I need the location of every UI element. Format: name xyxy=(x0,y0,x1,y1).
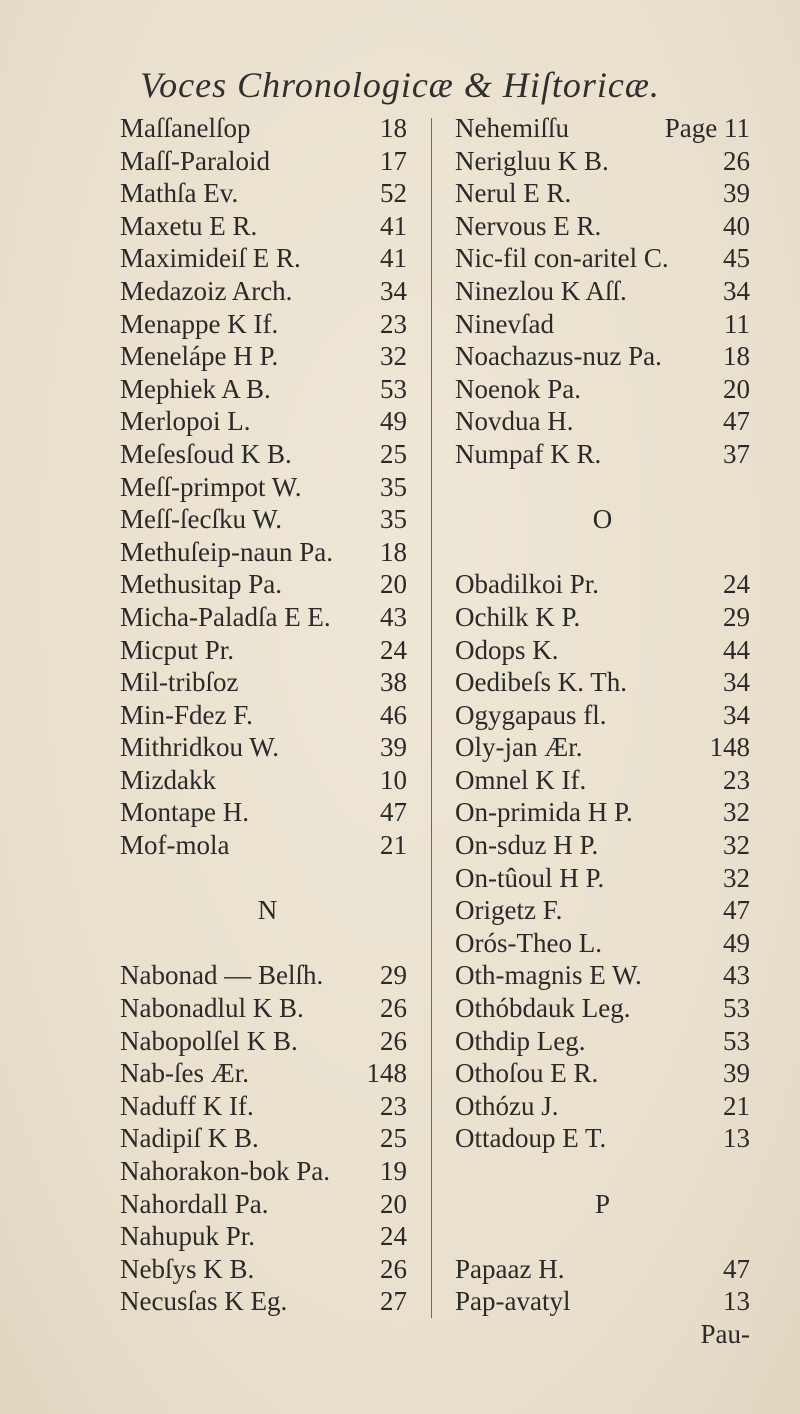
entry-term: Mathſa Ev. xyxy=(120,178,239,209)
index-entry xyxy=(455,340,750,373)
index-entry xyxy=(120,1155,415,1188)
entry-page-number: 24 xyxy=(380,634,407,665)
entry-page-number: 53 xyxy=(723,1025,750,1056)
entry-term: Menappe K If. xyxy=(120,308,279,339)
entry-term: Nic-fil con-aritel C. xyxy=(455,243,669,274)
index-entry xyxy=(455,862,750,895)
entry-term: Novdua H. xyxy=(455,406,574,437)
index-entry xyxy=(120,308,415,341)
entry-page-number: 23 xyxy=(380,1090,407,1121)
entry-page-number: 21 xyxy=(723,1090,750,1121)
right-index-column xyxy=(455,112,750,1351)
blank-line xyxy=(455,1155,750,1188)
entry-page-number: 27 xyxy=(380,1286,407,1317)
entry-term: Nabopolſel K B. xyxy=(120,1025,298,1056)
index-entry xyxy=(455,829,750,862)
entry-term: Ninevſad xyxy=(455,308,554,339)
entry-page-number: 20 xyxy=(380,1188,407,1219)
blank-line xyxy=(120,862,415,895)
index-entry xyxy=(455,177,750,210)
index-entry xyxy=(120,959,415,992)
entry-page-number: 32 xyxy=(380,341,407,372)
entry-term: Min-Fdez F. xyxy=(120,699,253,730)
entry-page-number: 39 xyxy=(380,732,407,763)
index-entry xyxy=(455,959,750,992)
entry-page-number: 21 xyxy=(380,830,407,861)
index-entry xyxy=(120,1025,415,1058)
index-entry xyxy=(120,1122,415,1155)
entry-term: Micha-Paladſa E E. xyxy=(120,601,331,632)
entry-page-number: 23 xyxy=(380,308,407,339)
index-entry xyxy=(120,731,415,764)
index-entry xyxy=(120,1090,415,1123)
index-entry xyxy=(120,210,415,243)
entry-term: Pap-avatyl xyxy=(455,1286,571,1317)
index-entry xyxy=(120,503,415,536)
entry-page-number: 39 xyxy=(723,178,750,209)
index-entry xyxy=(120,1220,415,1253)
entry-term: Maſſ-Paraloid xyxy=(120,145,270,176)
entry-term: Mof-mola xyxy=(120,830,230,861)
entry-page-number: 26 xyxy=(380,1025,407,1056)
entry-page-number: 20 xyxy=(380,569,407,600)
section-letter-text: N xyxy=(257,895,278,926)
index-entry xyxy=(120,1057,415,1090)
entry-page-number: 44 xyxy=(723,634,750,665)
index-entry xyxy=(455,634,750,667)
entry-page-number: 35 xyxy=(380,504,407,535)
entry-term: Mephiek A B. xyxy=(120,373,271,404)
index-entry xyxy=(120,1285,415,1318)
blank-line xyxy=(455,536,750,569)
entry-page-number: 32 xyxy=(723,830,750,861)
entry-page-number: 29 xyxy=(723,601,750,632)
index-entry xyxy=(120,601,415,634)
entry-term: Othózu J. xyxy=(455,1090,559,1121)
index-entry xyxy=(455,373,750,406)
section-letter xyxy=(120,894,415,927)
entry-term: Nerigluu K B. xyxy=(455,145,609,176)
entry-term: Nehemiſſu xyxy=(455,113,569,143)
index-entry xyxy=(455,796,750,829)
index-entry xyxy=(455,1090,750,1123)
entry-term: Nebſys K B. xyxy=(120,1253,255,1284)
index-entry xyxy=(120,471,415,504)
entry-term: Nahordall Pa. xyxy=(120,1188,269,1219)
entry-term: Mithridkou W. xyxy=(120,732,280,763)
entry-term: Oth-magnis E W. xyxy=(455,960,642,991)
entry-page-number: 24 xyxy=(723,569,750,600)
entry-term: Menelápe H P. xyxy=(120,341,279,372)
entry-page-number: Page 11 xyxy=(664,113,750,143)
entry-term: Meſſ-ſecſku W. xyxy=(120,504,282,535)
entry-page-number: 11 xyxy=(724,308,750,339)
entry-page-number: 32 xyxy=(723,862,750,893)
entry-term: Nahorakon-bok Pa. xyxy=(120,1156,330,1186)
entry-term: Othóbdauk Leg. xyxy=(455,993,631,1024)
entry-term: On-tûoul H P. xyxy=(455,862,605,893)
blank-line xyxy=(455,471,750,504)
entry-term: Ogygapaus fl. xyxy=(455,699,607,730)
entry-page-number: 41 xyxy=(380,243,407,274)
entry-term: Nerul E R. xyxy=(455,178,572,209)
entry-page-number: 47 xyxy=(723,895,750,926)
entry-page-number: 24 xyxy=(380,1221,407,1252)
entry-page-number: 41 xyxy=(380,210,407,241)
entry-term: Orós-Theo L. xyxy=(455,927,602,958)
index-entry xyxy=(455,568,750,601)
index-entry xyxy=(455,1057,750,1090)
index-entry xyxy=(455,438,750,471)
entry-page-number: 47 xyxy=(723,406,750,437)
entry-page-number: 43 xyxy=(380,601,407,632)
entry-term: Maximideiſ E R. xyxy=(120,243,301,274)
entry-term: Maxetu E R. xyxy=(120,210,258,241)
entry-term: Necusſas K Eg. xyxy=(120,1286,288,1317)
entry-term: Mil-tribſoz xyxy=(120,667,239,698)
entry-page-number: 23 xyxy=(723,764,750,795)
entry-term: Methusitap Pa. xyxy=(120,569,282,600)
index-entry xyxy=(455,242,750,275)
index-entry xyxy=(120,666,415,699)
entry-page-number: 34 xyxy=(723,667,750,698)
entry-page-number: 53 xyxy=(723,993,750,1024)
index-entry xyxy=(455,308,750,341)
entry-term: Nabonadlul K B. xyxy=(120,993,304,1024)
entry-page-number: 40 xyxy=(723,210,750,241)
entry-page-number: 45 xyxy=(723,243,750,274)
entry-term: Omnel K If. xyxy=(455,764,587,795)
entry-term: Ottadoup E T. xyxy=(455,1123,607,1154)
entry-page-number: 47 xyxy=(380,797,407,828)
catchword-text: Pau- xyxy=(700,1318,750,1349)
index-entry xyxy=(120,829,415,862)
section-letter-text: O xyxy=(592,504,613,535)
entry-term: Nabonad — Belſh. xyxy=(120,960,324,991)
index-entry xyxy=(120,634,415,667)
entry-page-number: 39 xyxy=(723,1058,750,1089)
entry-term: Odops K. xyxy=(455,634,559,665)
index-entry xyxy=(455,927,750,960)
entry-page-number: 10 xyxy=(380,764,407,795)
index-entry xyxy=(455,894,750,927)
index-entry xyxy=(455,1122,750,1155)
entry-term: Meſesſoud K B. xyxy=(120,438,292,469)
entry-page-number: 25 xyxy=(380,438,407,469)
entry-term: Noenok Pa. xyxy=(455,373,581,404)
index-entry xyxy=(120,764,415,797)
section-letter-text: P xyxy=(594,1188,611,1219)
entry-term: Methuſeip-naun Pa. xyxy=(120,536,333,567)
index-entry xyxy=(455,112,750,145)
entry-page-number: 34 xyxy=(723,275,750,306)
index-entry xyxy=(120,405,415,438)
entry-page-number: 13 xyxy=(723,1123,750,1154)
index-entry xyxy=(120,1253,415,1286)
entry-page-number: 52 xyxy=(380,178,407,209)
entry-page-number: 37 xyxy=(723,438,750,469)
index-entry xyxy=(455,699,750,732)
entry-term: Ochilk K P. xyxy=(455,601,581,632)
index-entry xyxy=(120,536,415,569)
entry-term: Merlopoi L. xyxy=(120,406,251,437)
entry-page-number: 34 xyxy=(723,699,750,730)
index-entry xyxy=(120,340,415,373)
column-divider xyxy=(431,118,432,1318)
entry-term: On-sduz H P. xyxy=(455,830,599,861)
entry-page-number: 148 xyxy=(709,732,750,763)
entry-term: Medazoiz Arch. xyxy=(120,275,293,306)
entry-page-number: 18 xyxy=(723,341,750,372)
running-head: Voces Chronologicæ & Hiſtoricæ. xyxy=(140,65,660,105)
entry-term: Othoſou E R. xyxy=(455,1058,599,1089)
index-entry xyxy=(120,242,415,275)
index-entry xyxy=(455,731,750,764)
section-letter xyxy=(455,1188,750,1221)
entry-term: Othdip Leg. xyxy=(455,1025,586,1056)
index-entry xyxy=(455,145,750,178)
entry-page-number: 19 xyxy=(380,1156,407,1186)
entry-term: Oedibeſs K. Th. xyxy=(455,667,627,698)
entry-page-number: 13 xyxy=(723,1286,750,1317)
entry-term: Nervous E R. xyxy=(455,210,602,241)
entry-page-number: 49 xyxy=(380,406,407,437)
entry-term: Micput Pr. xyxy=(120,634,235,665)
blank-line xyxy=(455,1220,750,1253)
entry-page-number: 49 xyxy=(723,927,750,958)
entry-term: Papaaz H. xyxy=(455,1253,565,1284)
entry-term: Maſſanelſop xyxy=(120,113,251,143)
index-entry xyxy=(455,1025,750,1058)
entry-term: Nab-ſes Ær. xyxy=(120,1058,249,1089)
entry-term: Numpaf K R. xyxy=(455,438,602,469)
entry-page-number: 46 xyxy=(380,699,407,730)
entry-page-number: 17 xyxy=(380,145,407,176)
section-letter xyxy=(455,503,750,536)
entry-term: On-primida H P. xyxy=(455,797,633,828)
entry-term: Obadilkoi Pr. xyxy=(455,569,600,600)
index-entry xyxy=(120,992,415,1025)
index-entry xyxy=(120,373,415,406)
entry-page-number: 53 xyxy=(380,373,407,404)
index-entry xyxy=(455,405,750,438)
index-entry xyxy=(455,275,750,308)
index-entry xyxy=(455,601,750,634)
index-entry xyxy=(455,1285,750,1318)
index-entry xyxy=(120,438,415,471)
index-entry xyxy=(455,764,750,797)
entry-page-number: 38 xyxy=(380,667,407,698)
entry-page-number: 25 xyxy=(380,1123,407,1154)
entry-page-number: 35 xyxy=(380,471,407,502)
entry-page-number: 148 xyxy=(366,1058,407,1089)
index-entry xyxy=(120,145,415,178)
left-index-column xyxy=(120,112,415,1318)
entry-term: Oly-jan Ær. xyxy=(455,732,583,763)
index-entry xyxy=(120,275,415,308)
entry-page-number: 32 xyxy=(723,797,750,828)
index-entry xyxy=(455,1253,750,1286)
entry-term: Nadipiſ K B. xyxy=(120,1123,259,1154)
entry-term: Mizdakk xyxy=(120,764,216,795)
index-entry xyxy=(120,112,415,145)
entry-term: Nahupuk Pr. xyxy=(120,1221,255,1252)
blank-line xyxy=(120,927,415,960)
entry-term: Meſſ-primpot W. xyxy=(120,471,302,502)
entry-page-number: 47 xyxy=(723,1253,750,1284)
entry-term: Montape H. xyxy=(120,797,249,828)
index-entry xyxy=(120,1188,415,1221)
entry-page-number: 34 xyxy=(380,275,407,306)
entry-page-number: 18 xyxy=(380,113,407,143)
entry-term: Naduff K If. xyxy=(120,1090,254,1121)
entry-page-number: 20 xyxy=(723,373,750,404)
entry-term: Noachazus-nuz Pa. xyxy=(455,341,662,372)
catchword xyxy=(455,1318,750,1351)
index-entry xyxy=(120,177,415,210)
entry-term: Ninezlou K Aſſ. xyxy=(455,275,627,306)
entry-term: Origetz F. xyxy=(455,895,563,926)
index-entry xyxy=(455,210,750,243)
entry-page-number: 26 xyxy=(380,993,407,1024)
entry-page-number: 26 xyxy=(380,1253,407,1284)
index-entry xyxy=(455,666,750,699)
index-entry xyxy=(120,699,415,732)
entry-page-number: 26 xyxy=(723,145,750,176)
entry-page-number: 43 xyxy=(723,960,750,991)
index-entry xyxy=(120,796,415,829)
entry-page-number: 18 xyxy=(380,536,407,567)
index-entry xyxy=(455,992,750,1025)
entry-page-number: 29 xyxy=(380,960,407,991)
index-entry xyxy=(120,568,415,601)
